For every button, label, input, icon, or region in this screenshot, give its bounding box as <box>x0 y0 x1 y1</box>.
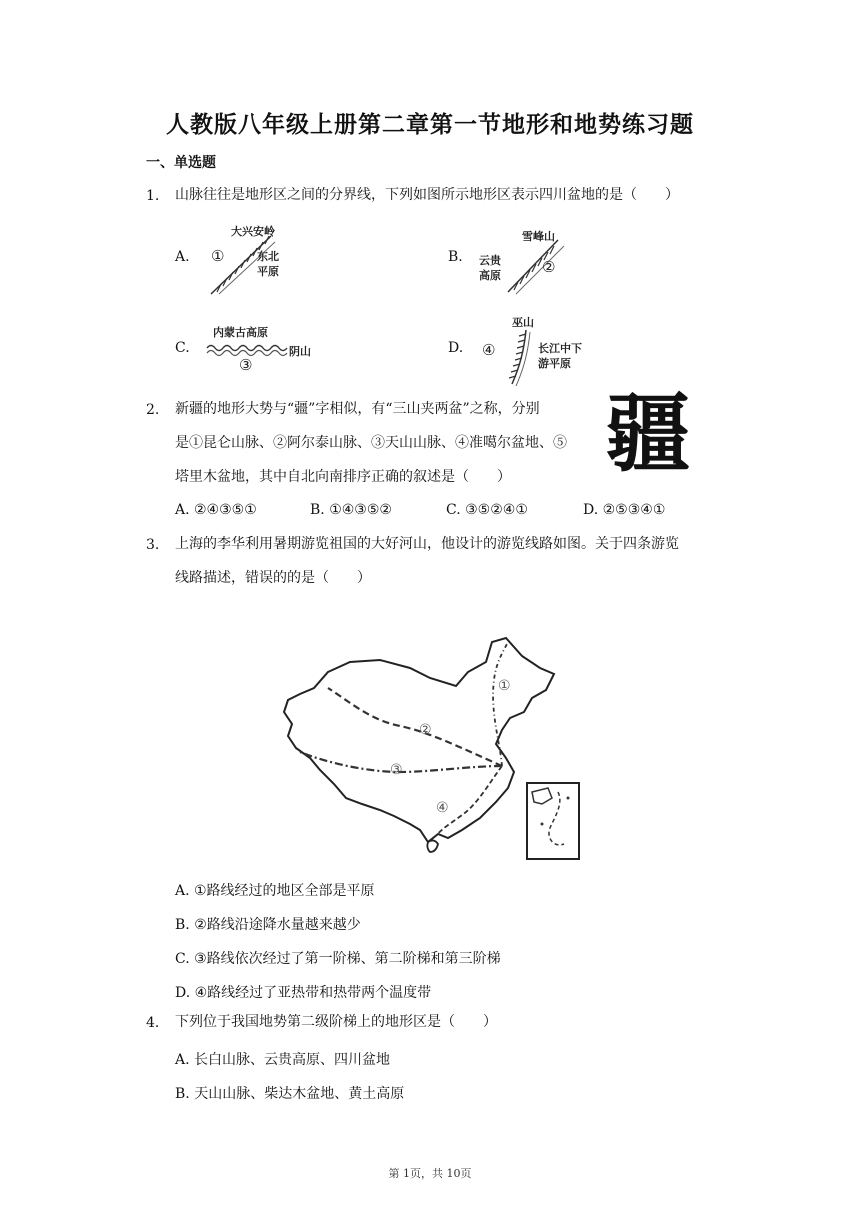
q1-option-b-letter[interactable]: B. <box>448 249 463 265</box>
q1-a-label-region2: 平原 <box>257 265 279 278</box>
route-mark-4: ④ <box>436 800 449 816</box>
q4-option-a[interactable]: A. 长白山脉、云贵高原、四川盆地 <box>175 1052 391 1068</box>
q3-line-1: 上海的李华利用暑期游览祖国的大好河山，他设计的游览线路如图。关于四条游览 <box>175 536 679 552</box>
q3-option-b[interactable]: B. ②路线沿途降水量越来越少 <box>175 917 361 933</box>
q1-option-d-figure <box>476 310 596 390</box>
q4-text: 下列位于我国地势第二级阶梯上的地形区是（ ） <box>175 1014 497 1030</box>
page-footer: 第 1页，共 10页 <box>388 1167 472 1180</box>
jiang-character-figure: 疆 <box>606 384 691 483</box>
section-heading: 一、单选题 <box>146 155 216 171</box>
q1-text: 山脉往往是地形区之间的分界线，下列如图所示地形区表示四川盆地的是（ ） <box>175 187 679 203</box>
q1-b-mark: ② <box>542 258 556 276</box>
q3-option-a[interactable]: A. ①路线经过的地区全部是平原 <box>175 883 375 899</box>
q1-option-c-figure <box>205 318 325 378</box>
route-mark-2: ② <box>419 722 432 738</box>
q1-b-label-region1: 云贵 <box>479 254 501 267</box>
south-china-sea-inset <box>526 782 580 860</box>
q2-number: 2. <box>146 402 160 418</box>
q3-number: 3. <box>146 537 160 553</box>
inset-map <box>528 784 578 858</box>
q1-option-a-figure <box>205 222 315 300</box>
q1-a-mark: ① <box>211 247 225 265</box>
q1-option-b-figure <box>476 222 586 300</box>
page-title: 人教版八年级上册第二章第一节地形和地势练习题 <box>166 112 694 138</box>
q1-d-mark: ④ <box>482 341 496 359</box>
q2-option-a[interactable]: A. ②④③⑤① <box>175 502 257 518</box>
q1-option-a-letter[interactable]: A. <box>175 249 190 265</box>
q1-c-mark: ③ <box>239 356 253 374</box>
q2-option-b[interactable]: B. ①④③⑤② <box>310 502 392 518</box>
q1-b-label-mountain: 雪峰山 <box>522 230 555 243</box>
q4-option-b[interactable]: B. 天山山脉、柴达木盆地、黄土高原 <box>175 1086 405 1102</box>
q1-option-d-letter[interactable]: D. <box>448 340 464 356</box>
q3-option-d[interactable]: D. ④路线经过了亚热带和热带两个温度带 <box>175 985 432 1001</box>
q1-number: 1. <box>146 188 160 204</box>
q2-line-2: 是①昆仑山脉、②阿尔泰山脉、③天山山脉、④准噶尔盆地、⑤ <box>175 435 567 451</box>
q4-number: 4. <box>146 1015 160 1031</box>
q3-line-2: 线路描述，错误的的是（ ） <box>175 570 371 586</box>
route-mark-1: ① <box>498 678 511 694</box>
q1-d-label-mountain: 巫山 <box>512 316 534 329</box>
q2-option-d[interactable]: D. ②⑤③④① <box>583 502 666 518</box>
q1-a-label-mountain: 大兴安岭 <box>231 225 275 238</box>
q1-a-label-region1: 东北 <box>257 250 279 263</box>
q1-b-label-region2: 高原 <box>479 269 501 282</box>
route-mark-3: ③ <box>390 762 403 778</box>
q2-option-c[interactable]: C. ③⑤②④① <box>446 502 528 518</box>
q3-option-c[interactable]: C. ③路线依次经过了第一阶梯、第二阶梯和第三阶梯 <box>175 951 501 967</box>
q1-c-label-mountain: 阴山 <box>289 345 311 358</box>
q2-line-1: 新疆的地形大势与“疆”字相似，有“三山夹两盆”之称，分别 <box>175 401 540 417</box>
q2-line-3: 塔里木盆地，其中自北向南排序正确的叙述是（ ） <box>175 469 511 485</box>
q1-option-c-letter[interactable]: C. <box>175 340 190 356</box>
q1-d-label-region2: 游平原 <box>538 357 571 370</box>
q1-c-label-plateau: 内蒙古高原 <box>213 326 268 339</box>
q1-d-label-region1: 长江中下 <box>538 342 582 355</box>
